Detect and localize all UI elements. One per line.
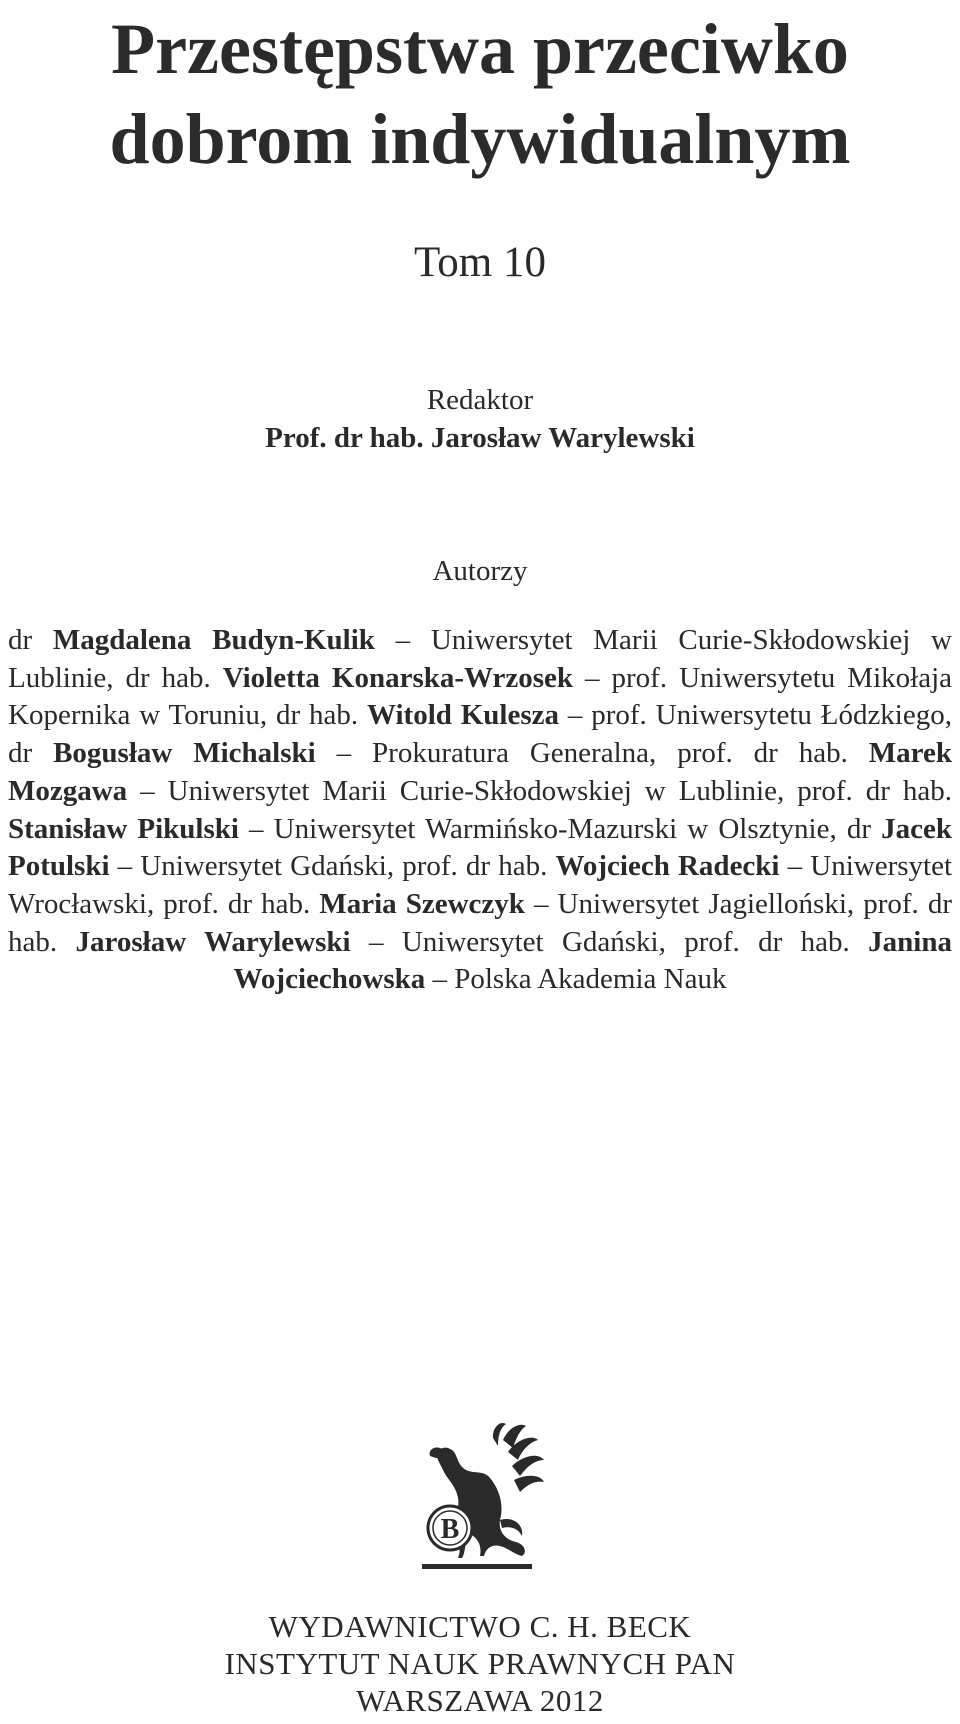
author-name: Violetta Konarska-Wrzosek bbox=[222, 661, 574, 694]
institute-name: INSTYTUT NAUK PRAWNYCH PAN bbox=[224, 1646, 736, 1681]
author-name: Bogusław Michalski bbox=[53, 737, 316, 770]
author-entry: prof. dr hab. Jarosław Warylewski – Uniwersytet Gdański, bbox=[8, 887, 952, 958]
editor-name: Prof. dr hab. Jarosław Warylewski bbox=[265, 422, 695, 454]
authors-label: Autorzy bbox=[432, 555, 528, 587]
place-year: WARSZAWA 2012 bbox=[356, 1683, 604, 1718]
author-entry: prof. dr hab. Stanisław Pikulski – Uniwersytet Warmińsko-Mazurski w Olsztynie, bbox=[8, 774, 952, 845]
author-entry: dr hab. Witold Kulesza – prof. Uniwersytetu Łódzkiego, bbox=[276, 699, 952, 732]
griffin-logo-svg bbox=[408, 1420, 563, 1580]
logo-letter: B bbox=[440, 1514, 460, 1545]
author-entry: prof. dr hab. Wojciech Radecki – Uniwersytet Wrocławski, bbox=[8, 850, 953, 920]
author-entry: dr Magdalena Budyn-Kulik – Uniwersytet Marii Curie-Skłodowskiej w Lublinie, bbox=[8, 624, 952, 694]
author-entry: dr Bogusław Michalski – Prokuratura Generalna, bbox=[8, 737, 678, 770]
author-name: Maria Szewczyk bbox=[319, 887, 525, 920]
title-line-2: dobrom indywidualnym bbox=[109, 99, 851, 179]
author-name: Marek Mozgawa bbox=[8, 737, 953, 807]
author-name: Witold Kulesza bbox=[367, 699, 560, 732]
author-entry: dr Jacek Potulski – Uniwersytet Gdański, bbox=[8, 812, 952, 883]
author-entry: prof. dr hab. Marek Mozgawa – Uniwersytet Marii Curie-Skłodowskiej w Lublinie, bbox=[8, 737, 953, 807]
author-name: Jacek Potulski bbox=[8, 812, 952, 883]
publisher-block bbox=[0, 1608, 960, 1719]
editor-label: Redaktor bbox=[426, 384, 534, 416]
author-name: Jarosław Warylewski bbox=[75, 925, 351, 958]
title-line-1: Przestępstwa przeciwko bbox=[111, 9, 849, 89]
authors-paragraph bbox=[8, 622, 952, 999]
author-entry: dr hab. Violetta Konarska-Wrzosek – prof. Uniwersytetu Mikołaja Kopernika w Toruniu, bbox=[8, 661, 952, 732]
author-name: Wojciech Radecki bbox=[555, 850, 780, 883]
author-name: Stanisław Pikulski bbox=[8, 812, 239, 845]
author-name: Magdalena Budyn-Kulik bbox=[52, 624, 375, 656]
author-entry: prof. dr hab. Janina Wojciechowska – Polska Akademia Nauk bbox=[233, 925, 952, 996]
publisher-name: WYDAWNICTWO C. H. BECK bbox=[268, 1609, 692, 1644]
griffin-logo-icon bbox=[408, 1420, 563, 1580]
book-title bbox=[0, 4, 960, 184]
author-entry: prof. dr hab. Maria Szewczyk – Uniwersytet Jagielloński, bbox=[163, 887, 864, 920]
volume-number: Tom 10 bbox=[414, 239, 546, 286]
author-name: Janina Wojciechowska bbox=[233, 925, 952, 996]
